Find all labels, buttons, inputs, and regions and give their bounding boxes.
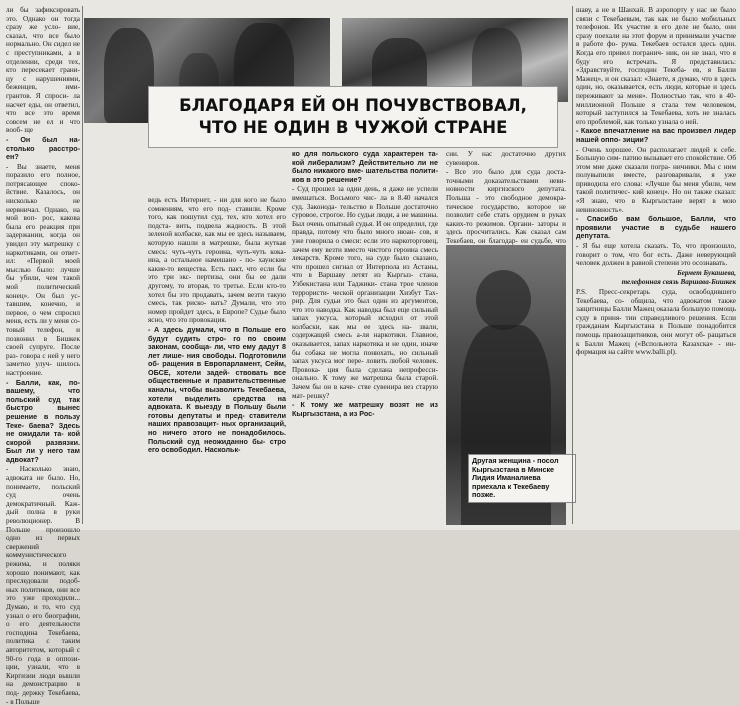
column-3 (292, 150, 438, 526)
col5-question: - Какое впечатление на вас произвел лидер нашей оппо- зиции? (576, 126, 736, 144)
article-headline (148, 86, 558, 148)
col5-question: - Спасибо вам большое, Балли, что проявили участие в судьбе нашего депутата. (576, 214, 736, 241)
col5-paragraph: - Я бы еще хотела сказать. То, что произошло, говорит о том, что бог есть. Даже неверующий человек должен в равной степени это осознавать. (576, 242, 736, 268)
headline-line-2: ЧТО НЕ ОДИН В ЧУЖОЙ СТРАНЕ (198, 118, 508, 137)
col1-question: - Балли, как, по-вашему, что польский суд так быстро вынес решение в пользу Теке- баева? Здесь не ожидали та- кой скорой развязки. Был ли у него там адвокат? (6, 377, 80, 464)
col2-question: - А здесь думали, что в Польше его будут судить стро- го по своим законам, сообща- ли, что ему дадут 8 лет лише- ния свободы. Подготовили об- ращения в Европарламент, Сейм, ОБСЕ, хотели задей- ствовать все общественные и правительственные каналы, чтобы вызволить Текебаева, хотели выделить средства на адвоката. К выезду в Польшу были готовы депутаты и пред- ставители наших правозащит- ных организаций, но ничего этого не понадобилось. Польский суд неожиданно бы- стро его освободил. Наскольк- (148, 324, 286, 455)
col1-paragraph: ли бы зафиксировать это. Однако он тогда сразу же усло- вие, сказал, что все было нормально. Он сидел не с преступниками, а в отделении, среди тех, кто пересекает грани- цу с нарушениями, беженцев, ими- грантов. Я спроси- ла насчет еды, он ответил, что все это время совсем не ел и что вооб- ще (6, 6, 80, 135)
column-2 (148, 196, 286, 526)
column-5 (576, 6, 736, 526)
col4-paragraph: сии. У нас достаточно других сувениров. (446, 150, 566, 167)
column-1 (6, 6, 80, 706)
col1-question: - Он был на- столько расстро- ен? (6, 134, 80, 162)
col2-paragraph: ведь есть Интернет, - ни для кого не было сомнениям, что его под- ставили. Кроме того, как пошутил суд, тех, кто хотел его подста- вить, подвела жадность. В этой зеленой колбаске, как мы ее здесь называем, которую нашли в матрешке, была жуткая смесь: чуть-чуть героина, чуть-чуть кока- ина, а остальное намешано - по- хаунские какие-то вещества. Есть пакт, что если бы это три экс- пертизы, они бы ее дали другому, то вторая, то третье. Если кто-то хотел бы это продавать, зачем везти такую смесь, так риско- вать? Думали, что это номер пройдет здесь, в Европе? Судье было ясно, что это провокация. (148, 196, 286, 325)
col1-paragraph: - Насколько знаю, адвоката не было. Но, понимаете, польский суд очень демократичный. Каж- дый полна в руки революционер. В Польше произошло одно из первых свержений коммунистического режима, и поляки хорошо понимают, как преследовали подоб- ных политиков, они все это уже проходили... Думаю, и то, что суд узнал о его биографии, о его деятельности господина Текебаева, политика с таким авторитетом, который с 90-го года в оппози- ции, узнали, что в Киргизии люди вышли на демонстрацию в под- держку Текебаева, - в Польше (6, 465, 80, 706)
headline-line-1: БЛАГОДАРЯ ЕЙ ОН ПОЧУВСТВОВАЛ, (179, 96, 527, 115)
col3-paragraph: - Суд прошел за один день, я даже не успели вмешаться. Восьмого чис- ла в 8.40 начался суд. Законода- тельство в Польше достаточно суровое, строгое. Но судьи люди, а не машины. Был очень опытный судья. И он определил, где правда, потому что было много нюан- сов, я уже говорила о смеси: если это наркоторговец, зачем ему везти вместо чистого героина смесь лекарств. Кроме того, на суде было сказано, что прошел сигнал от Интерпола из Астаны, что в Варшаву летят из Кыргыз- стана, Узбекистана или Таджики- стана трое членов террористи- ческой организации Хизбут Тах- рир. Для судьи это был один из аргументов, что это наводка. Как наводка был еще сильный запах уксуса, который исходил от этой колбаски, как мы ее здесь на- звали, содержащей смесь а-ля наркотики. Главное, оказывается, запах наркотика и не один, иначе бы собака не могла понюхать, но сильный запах уксуса мог пере- ловить любой человек. Провока- ция была сделана непрофесси- онально. К тому же матрешка была старой. Зачем бы он в каче- стве сувенира вез старую мат- решку? (292, 185, 438, 400)
col3-question: ко для польского суда характерен та- кой либерализм? Действительно ли не было никакого вме- шательства полити- ков в это решение? (292, 149, 438, 184)
column-divider (82, 6, 83, 524)
col5-paragraph: шаву, а не в Шанхай. В аэропорту у нас не было связи с Текебаевым, так как не было мобильных телефонов. Их участие в его деле не было, они сразу поехали на этот форум и принимали участие в работе фо- рума. Текебаев остался здесь один. Когда его привел погранич- ник, он не знал, что я буду его встречать. Я представилась: «Здравствуйте, господин Текеба- ев, я Балли Мажец», и он сказал: «Знаете, я думаю, что в здесь один, но, оказывается, есть люди, которые и здесь переживают за меня». Полностью так, что в 40- миллионной Польше я стала тем человеком, который заступился за Текебаева, хоть не зналась его проблемой, как только узнала о ней. (576, 6, 736, 126)
col1-paragraph: - Вы знаете, меня поразило его полное, потрясающее споко- йствие. Казалось, он нисколько не нервничал. Однако, на мой воп- рос, какова была его реакция при задержании, когда он увидел эту матрешку с наркотиками, он ответ- ил: «Первой моей мыслью было: лучше бы убили, чем такой мой политический конец». Он был ус- тавшим, конечно, и первое, о чем спросил меня, есть ли у меня со- товый телефон, и позвонил в Бишкек своей супруге. После раз- говора с ней у него заметно улуч- шилось настроение. (6, 162, 80, 377)
column-4 (446, 150, 566, 245)
postscript: P.S. Пресс-секретарь суда, освободившего Текебаева, со- общила, что адвокатом также защитницы Балли Мажец оказала большую помощь суду в приня- тии справедливого решения. Если гражданам Кыргызстана в Польше понадобится помощь правозащитников, они могут об- ращаться к Балли Мажец («Вспольнота Казахска» - ин- формация на сайте www.balli.pl). (576, 288, 736, 357)
col3-question: - К тому же матрешку возят не из Кыргызстана, а из Рос- (292, 400, 438, 418)
col5-paragraph: - Очень хорошее. Он располагает людей к себе. Большую сим- патию вызывает его спокойствие. Об этом мне даже сказали погра- ничники. Мы с ним полувыпили вместе, разговаривали, я уже приводила его слова: «Лучше бы меня убили, чем такой политичес- кий конец». Но он также сказал: «Я знаю, что в Кыргызстане верят в мою невиновность». (576, 145, 736, 214)
column-divider (572, 6, 573, 524)
author-name: Бермет Букашева, (677, 268, 736, 277)
photo-caption: Другая женщина - посол Кыргызстана в Минске Лидия Иманалиева приехала к Текебаеву позже. (468, 454, 576, 503)
author-credit: телефонная связь Варшава-Бишкек (621, 278, 736, 287)
col4-paragraph: - Все это было для суда доста- точными доказательствами неви- новности киргизского депутата. Польша - это свободное демокра- тическое государство, которое не позволит себе стать орудием в руках каких-то режимов. Органи- заторы и здесь просчитались. Как сказал сам Текебаев, он благодар- ен судьбе, что (446, 168, 566, 245)
